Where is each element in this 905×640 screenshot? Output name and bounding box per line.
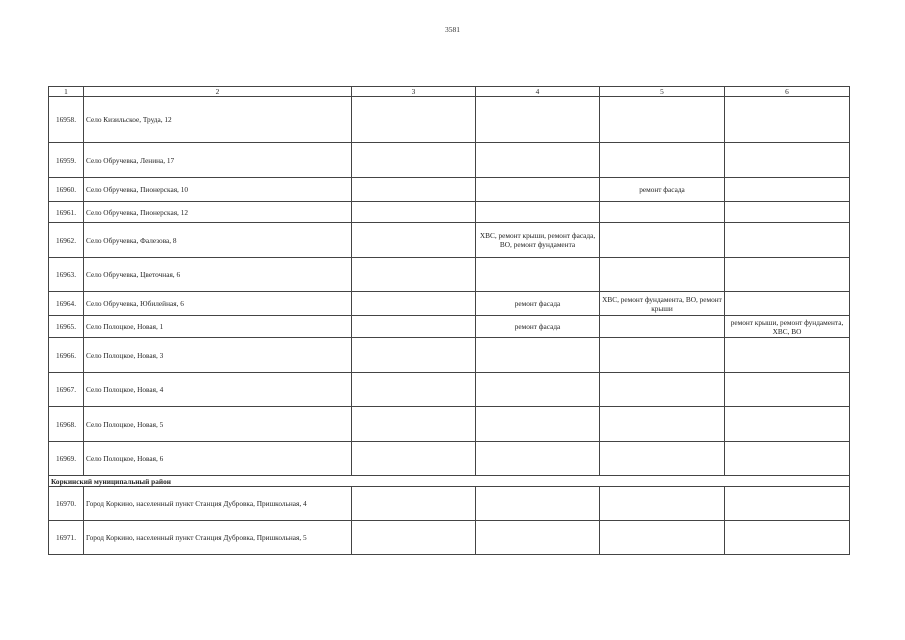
table-row	[49, 316, 850, 338]
work-cell-col6	[725, 143, 850, 178]
work-cell-col3	[352, 258, 476, 292]
row-number: 16968.	[49, 407, 84, 442]
row-number: 16959.	[49, 143, 84, 178]
work-cell-col6	[725, 442, 850, 476]
work-cell-col4	[476, 178, 600, 202]
work-cell-col3	[352, 316, 476, 338]
work-cell-col4	[476, 258, 600, 292]
address-cell: Город Коркино, населенный пункт Станция Дубровка, Пришкольная, 5	[84, 521, 352, 555]
work-cell-col3	[352, 178, 476, 202]
work-cell-col4	[476, 407, 600, 442]
column-header: 5	[600, 87, 725, 97]
work-cell-col4: ремонт фасада	[476, 292, 600, 316]
address-cell: Село Полоцкое, Новая, 1	[84, 316, 352, 338]
work-cell-col4	[476, 338, 600, 373]
column-header: 4	[476, 87, 600, 97]
address-cell: Село Полоцкое, Новая, 4	[84, 373, 352, 407]
work-cell-col6	[725, 407, 850, 442]
column-header: 6	[725, 87, 850, 97]
work-cell-col5	[600, 316, 725, 338]
address-cell: Село Полоцкое, Новая, 5	[84, 407, 352, 442]
work-cell-col4: ХВС, ремонт крыши, ремонт фасада, ВО, ремонт фундамента	[476, 223, 600, 258]
row-number: 16958.	[49, 97, 84, 143]
work-cell-col3	[352, 338, 476, 373]
work-cell-col6	[725, 258, 850, 292]
work-cell-col5	[600, 143, 725, 178]
address-cell: Село Обручевка, Цветочная, 6	[84, 258, 352, 292]
work-cell-col4: ремонт фасада	[476, 316, 600, 338]
address-cell: Село Полоцкое, Новая, 3	[84, 338, 352, 373]
work-cell-col5	[600, 407, 725, 442]
table-row	[49, 292, 850, 316]
table-row	[49, 97, 850, 143]
address-cell: Село Кизильское, Труда, 12	[84, 97, 352, 143]
address-cell: Село Обручевка, Фалезова, 8	[84, 223, 352, 258]
work-cell-col4	[476, 97, 600, 143]
work-cell-col4	[476, 143, 600, 178]
address-cell: Село Обручевка, Пионерская, 12	[84, 202, 352, 223]
work-cell-col5	[600, 97, 725, 143]
work-cell-col6	[725, 97, 850, 143]
address-cell: Село Полоцкое, Новая, 6	[84, 442, 352, 476]
row-number: 16970.	[49, 487, 84, 521]
work-cell-col6: ремонт крыши, ремонт фундамента, ХВС, ВО	[725, 316, 850, 338]
work-cell-col5	[600, 487, 725, 521]
work-cell-col6	[725, 373, 850, 407]
row-number: 16966.	[49, 338, 84, 373]
table-row	[49, 178, 850, 202]
table-row	[49, 373, 850, 407]
table-row	[49, 223, 850, 258]
table-row	[49, 521, 850, 555]
work-schedule-table	[48, 86, 850, 555]
work-cell-col4	[476, 487, 600, 521]
page-number: 3581	[445, 25, 460, 34]
work-cell-col4	[476, 442, 600, 476]
work-cell-col5	[600, 442, 725, 476]
column-header: 2	[84, 87, 352, 97]
work-cell-col6	[725, 487, 850, 521]
section-title: Коркинский муниципальный район	[49, 476, 850, 487]
work-cell-col6	[725, 292, 850, 316]
work-cell-col6	[725, 338, 850, 373]
work-cell-col4	[476, 521, 600, 555]
work-cell-col5: ХВС, ремонт фундамента, ВО, ремонт крыши	[600, 292, 725, 316]
work-cell-col6	[725, 202, 850, 223]
row-number: 16961.	[49, 202, 84, 223]
work-cell-col5	[600, 258, 725, 292]
section-header-row	[49, 476, 850, 487]
work-cell-col5	[600, 521, 725, 555]
table-row	[49, 442, 850, 476]
table-row	[49, 143, 850, 178]
address-cell: Село Обручевка, Ленина, 17	[84, 143, 352, 178]
row-number: 16960.	[49, 178, 84, 202]
row-number: 16965.	[49, 316, 84, 338]
work-cell-col3	[352, 143, 476, 178]
table-row	[49, 487, 850, 521]
table-row	[49, 258, 850, 292]
work-cell-col3	[352, 407, 476, 442]
work-cell-col3	[352, 202, 476, 223]
work-cell-col3	[352, 97, 476, 143]
work-cell-col3	[352, 521, 476, 555]
row-number: 16963.	[49, 258, 84, 292]
address-cell: Город Коркино, населенный пункт Станция Дубровка, Пришкольная, 4	[84, 487, 352, 521]
work-cell-col6	[725, 521, 850, 555]
work-cell-col5	[600, 338, 725, 373]
table-row	[49, 338, 850, 373]
work-cell-col4	[476, 202, 600, 223]
column-header: 3	[352, 87, 476, 97]
work-cell-col5	[600, 223, 725, 258]
work-cell-col3	[352, 223, 476, 258]
address-cell: Село Обручевка, Пионерская, 10	[84, 178, 352, 202]
row-number: 16971.	[49, 521, 84, 555]
work-cell-col6	[725, 178, 850, 202]
column-number-header	[49, 87, 850, 97]
work-cell-col4	[476, 373, 600, 407]
work-cell-col5	[600, 373, 725, 407]
column-header: 1	[49, 87, 84, 97]
work-cell-col5: ремонт фасада	[600, 178, 725, 202]
table-row	[49, 407, 850, 442]
work-cell-col5	[600, 202, 725, 223]
row-number: 16962.	[49, 223, 84, 258]
row-number: 16969.	[49, 442, 84, 476]
table-row	[49, 202, 850, 223]
work-cell-col3	[352, 487, 476, 521]
row-number: 16967.	[49, 373, 84, 407]
work-cell-col6	[725, 223, 850, 258]
row-number: 16964.	[49, 292, 84, 316]
work-cell-col3	[352, 442, 476, 476]
work-cell-col3	[352, 373, 476, 407]
address-cell: Село Обручевка, Юбилейная, 6	[84, 292, 352, 316]
work-cell-col3	[352, 292, 476, 316]
